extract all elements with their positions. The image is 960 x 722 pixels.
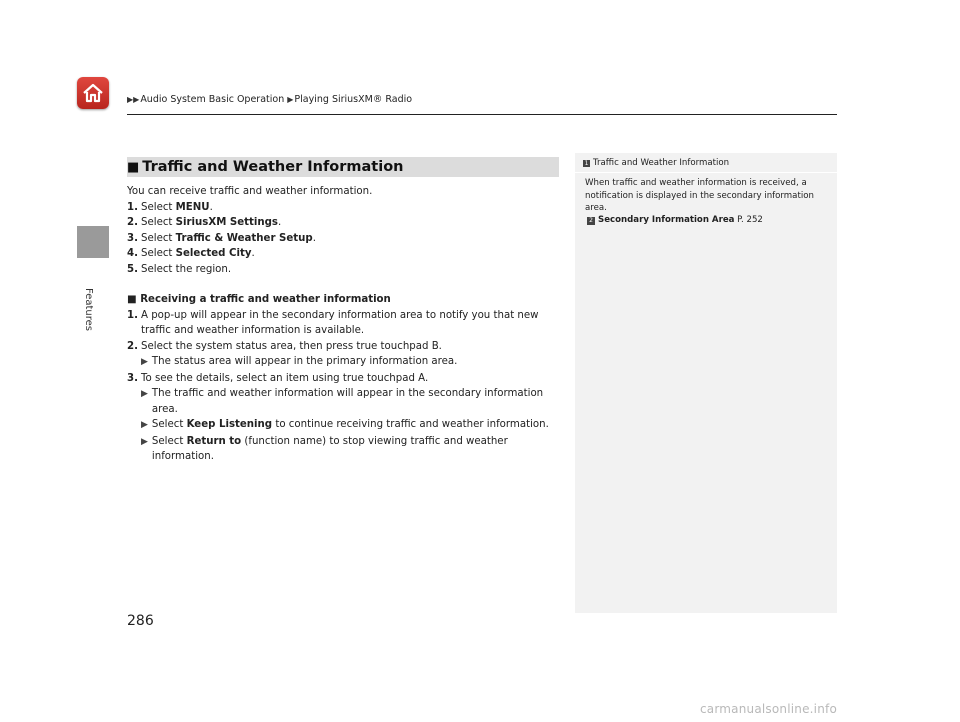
- menu-term: Return to: [186, 435, 242, 447]
- main-content: [127, 157, 559, 465]
- square-bullet-icon: ■: [127, 294, 141, 305]
- note-number-icon: 1: [584, 159, 589, 167]
- step-item: 1. A pop-up will appear in the secondary information area to notify you that new traffic and weather information is available.: [127, 309, 539, 336]
- substep-item: ▶ The status area will appear in the primary information area.: [127, 354, 559, 371]
- step-item: 4. Select Selected City.: [127, 248, 255, 259]
- sidebar-note: [575, 153, 837, 613]
- triangle-bullet-icon: ▶: [141, 436, 148, 447]
- substep-item: ▶ Select Return to (function name) to stop viewing traffic and weather information.: [127, 434, 559, 465]
- menu-term: MENU: [175, 201, 210, 213]
- substep-item: ▶ Select Keep Listening to continue receiving traffic and weather information.: [127, 417, 559, 434]
- step-item: 3. To see the details, select an item using true touchpad A.: [127, 372, 429, 384]
- header-divider: [127, 114, 837, 115]
- home-button[interactable]: [77, 77, 109, 109]
- step-item: 2. Select the system status area, then press true touchpad B.: [127, 340, 442, 352]
- side-tab-marker: [77, 226, 109, 258]
- side-tab-label: Features: [83, 288, 94, 331]
- menu-term: SiriusXM Settings: [175, 217, 278, 228]
- step-item: 3. Select Traffic & Weather Setup.: [127, 232, 316, 244]
- subheading: ■ Receiving a traffic and weather information: [127, 294, 391, 305]
- menu-term: Keep Listening: [186, 419, 273, 430]
- sidebar-reference-link[interactable]: 2 Secondary Information Area P. 252: [575, 215, 837, 225]
- breadcrumb: [127, 94, 412, 105]
- reference-arrow-icon: 2: [587, 217, 595, 225]
- substep-item: ▶ The traffic and weather information will appear in the secondary information area.: [127, 386, 559, 417]
- page-number: 286: [127, 613, 154, 629]
- step-item: 5. Select the region.: [127, 263, 232, 275]
- section-body: [127, 184, 559, 465]
- step-item: 2. Select SiriusXM Settings.: [127, 217, 282, 228]
- sidebar-title: 1 Traffic and Weather Information: [584, 158, 730, 168]
- menu-term: Traffic & Weather Setup: [175, 232, 313, 244]
- breadcrumb-item[interactable]: Playing SiriusXM® Radio: [294, 94, 413, 105]
- breadcrumb-item[interactable]: Audio System Basic Operation: [140, 94, 285, 105]
- menu-term: Selected City: [175, 248, 252, 259]
- square-bullet-icon: ■: [127, 159, 140, 175]
- section-title: Traffic and Weather Information: [142, 159, 404, 175]
- watermark: carmanualsonline.info: [700, 702, 837, 716]
- sidebar-body: When traffic and weather information is received, a notification is displayed in the secondary information area.: [585, 178, 814, 213]
- home-icon: [80, 80, 106, 106]
- breadcrumb-arrow-icon: ▶: [287, 95, 294, 104]
- triangle-bullet-icon: ▶: [141, 420, 148, 430]
- triangle-bullet-icon: ▶: [141, 357, 148, 367]
- intro-text: You can receive traffic and weather information.: [127, 186, 373, 197]
- section-heading: [127, 157, 559, 177]
- triangle-bullet-icon: ▶: [141, 389, 148, 399]
- breadcrumb-arrow-icon: ▶▶: [127, 95, 140, 104]
- step-item: 1. Select MENU.: [127, 201, 213, 213]
